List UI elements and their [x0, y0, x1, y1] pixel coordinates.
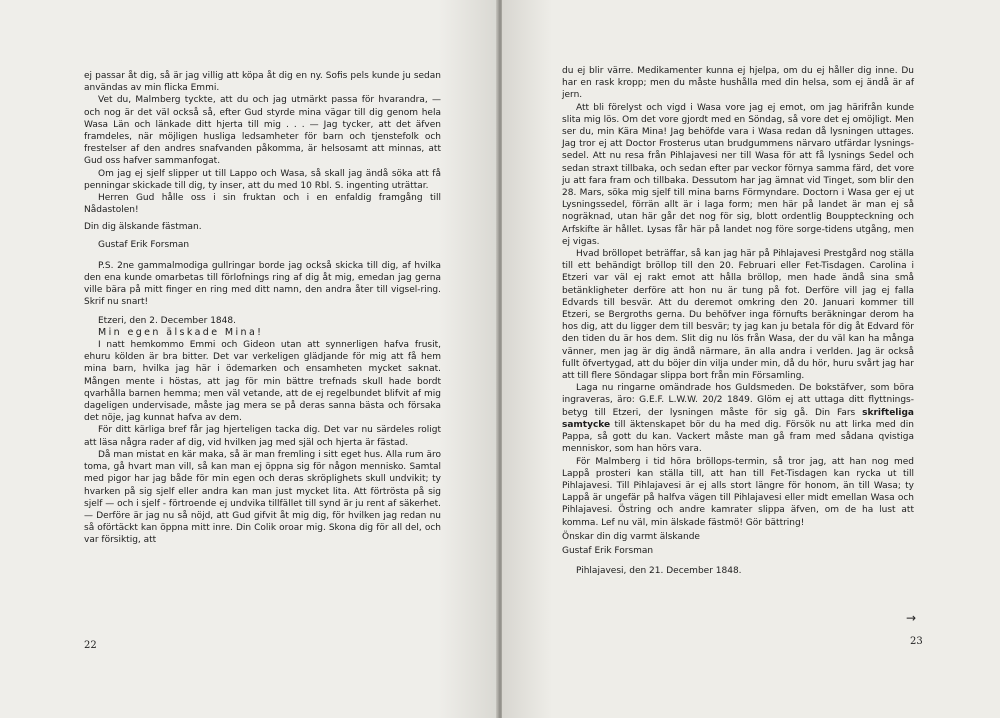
paragraph: Att bli förelyst och vigd i Wasa vore jag ej emot, om jag härifrån kunde slita mig lös. Om det vore gjordt med en Söndag, så vore det ej omöjligt. Men ser du, min Kära Mina! Jag behöfde vara i Wasa redan då lysningen uttages. Jag tror ej att Doctor Frosterus utan brudgummens närvaro utfärdar lysnings-sedel. Att nu resa från Pihlajavesi ner till Wasa för att få lysnings Sedel och sedan straxt tillbaka, och sedan efter par veckor förnya samma färd, det vore ju att fara fram och tillbaka. Dessutom har jag ämnat vid Tinget, som blir den 28. Mars, söka mig sjelf till mina barns Förmyndare. Doctorn i Wasa ger ej ut Lysningssedel, förrän allt är i laga form; men här på landet är man ej så nogräknad, utan här går det nog för sig, blott ordentlig Bouppteckning och Arfskifte är hållet. Lysas får här på landet nog före sorge-tidens utgång, men ej vigas. [562, 102, 914, 247]
paragraph-text: till äktenskapet bör du ha med dig. Försök nu att lirka med din Pappa, så gott du kan. Vackert måste man gå fram med sådana qvistiga menniskor, som han hörs vara. [562, 419, 914, 455]
right-page [502, 0, 1000, 718]
paragraph: För Malmberg i tid höra bröllops-termin, så tror jag, att han nog med Lappå prosteri kan ställa till, att han till Fet-Tisdagen kan rycka ut till Pihlajavesi. Till Pihlajavesi är ej alls stort längre för honom, än till Wasa; ty Lappå är ungefär på halfva vägen till Pihlajavesi eller midt emellan Wasa och Pihlajavesi. Östring och andre kamrater slippa äfven, om de ha lust att komma. Lef nu väl, min älskade fästmö! Gör bättring! [562, 456, 914, 528]
paragraph: Herren Gud hålle oss i sin fruktan och i en enfaldig framgång till Nådastolen! [84, 193, 441, 216]
page-number: 23 [910, 636, 923, 647]
page-number: 22 [84, 640, 97, 651]
dateline: Etzeri, den 2. December 1848. [98, 315, 236, 326]
paragraph: I natt hemkommo Emmi och Gideon utan att synnerligen hafva frusit, ehuru kölden är bra bitter. Det var verkeligen glädjande för mig att få hem mina barn, hvilka jag här i ödemarken och ensamheten mycket saknat. Mången mente i höstas, att jag för min bättre trefnads skull hade bordt qvarhålla barnen hemma; men väl vetande, att de ej regelbundet blifvit af mig dageligen undervisade, måste jag mera se på deras sanna bästa och försaka det nöje, jag kunnat hafva av dem. [84, 340, 441, 424]
left-page [0, 0, 498, 718]
paragraph: Vet du, Malmberg tyckte, att du och jag utmärkt passa för hvarandra, — och nog är det väl också så, efter Gud styrde mina vägar till dig genom hela Wasa Län och länkade ditt hjerta till mig . . . — Jag tycker, att det äfven framdeles, när möjligen husliga ledsamheter för barn och tjenstefolk och frestelser af den andres snafvanden påkomma, är helsosamt att minnas, att Gud oss hafver sammanfogat. [84, 95, 441, 167]
paragraph: ej passar åt dig, så är jag villig att köpa åt dig en ny. Sofis pels kunde ju sedan användas av min flicka Emmi. [84, 71, 441, 94]
paragraph-text: Laga nu ringarne omändrade hos Guldsmeden. De bokstäfver, som böra ingraveras, äro: G.E.F. L.W.W. 20/2 1849. Glöm ej att uttaga ditt flyttnings-betyg till Etzeri, der lysningen måste för sig gå. Din Fars [562, 383, 914, 418]
signature: Gustaf Erik Forsman [562, 545, 654, 556]
dateline: Pihlajavesi, den 21. December 1848. [576, 566, 742, 577]
left-page-text [84, 70, 441, 547]
paragraph: Då man mistat en kär maka, så är man fremling i sitt eget hus. Alla rum äro toma, gå hvart man vill, så kan man ej öppna sig för någon mennisko. Samtal med pigor har jag både för min egen och deras skröplighets skull undvikit; ty hvarken på sig sjelf eller andra kan man just mycket lita. Att förtrösta på sig sjelf — och i sjelf - förtroende ej undvika tillfället till synd är ju rent af säkerhet. — Derföre är jag nu så nöjd, att Gud gifvit åt mig dig, för hvilken jag redan nu så oförtäckt kan öppna mitt inre. Din Colik oroar mig. Skona dig för all del, och var försiktig, att [84, 449, 441, 546]
bold-phrase: skrifteliga samtycke [562, 407, 914, 430]
right-page-text [562, 65, 914, 577]
paragraph [562, 382, 914, 455]
signature: Gustaf Erik Forsman [98, 239, 190, 250]
letter-salutation: Min egen älskade Mina! [98, 326, 264, 338]
paragraph: Hvad bröllopet beträffar, så kan jag här på Pihlajavesi Prestgård nog ställa till ett behändigt bröllop till den 20. Februari eller Fet-Tisdagen. Carolina i Etzeri var väl ej rakt emot att hålla bröllop, men hade ändå sina små betänkligheter derföre att hon nu är tung på fot. Derföre vill jag ej falla Edvards till besvär. Att du deremot omkring den 20. Januari kommer till Etzeri, se Bergroths gerna. Du behöfver inga förnufts beräkningar derom ha hos dig, att du ligger dem till besvär; ty jag kan ju betala för dig åt Edvard för den tiden du är hos dem. Slit dig nu lös från Wasa, der du väl kan ha många vänner, men jag är dig ändå närmare, än alla andra i verlden. Jag är också fullt öfvertygad, att du böjer din vilja under min, då du hör, huru svårt jag har att till flere Söndagar slippa bort från min Församling. [562, 249, 914, 382]
paragraph: För ditt kärliga bref får jag hjerteligen tacka dig. Det var nu särdeles roligt att läsa några rader af dig, vid hvilken jag med själ och hjerta är fästad. [84, 425, 441, 448]
postscript: P.S. 2ne gammalmodiga gullringar borde jag också skicka till dig, af hvilka den ena kunde omarbetas till förlofnings ring af dig åt mig, emedan jag gerna ville bära på mitt finger en ring med ditt namn, den andra åter till vigsel-ring. Skrif nu snart! [84, 260, 441, 308]
paragraph: du ej blir värre. Medikamenter kunna ej hjelpa, om du ej håller dig inne. Du har en rask kropp; men du måste hushålla med din helsa, som ej ändå är af jern. [562, 66, 914, 101]
paragraph: Om jag ej sjelf slipper ut till Lappo och Wasa, så skall jag ändå söka att få penningar skickade till dig, ty inser, att du med 10 Rbl. S. ingenting uträttar. [84, 168, 441, 191]
continue-arrow-icon: → [906, 611, 917, 625]
letter-closing: Önskar din dig varmt älskande [562, 531, 700, 542]
letter-closing: Din dig älskande fästman. [84, 222, 202, 233]
